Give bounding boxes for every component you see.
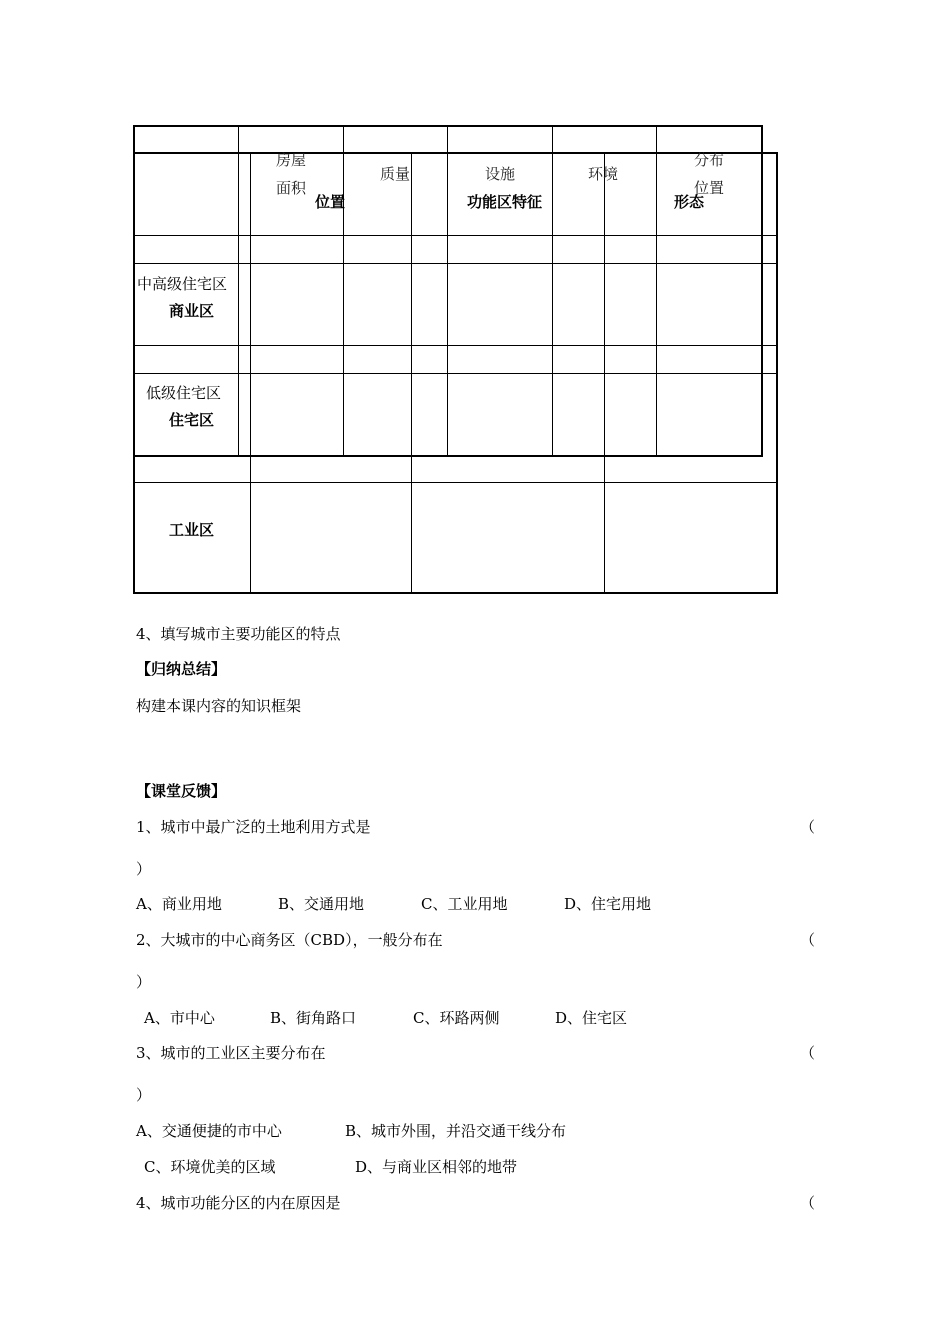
table-rule (604, 154, 605, 592)
table-rule (135, 263, 776, 264)
header-fenbu-weizhi: 位置 (694, 179, 725, 197)
row-label-commercial: 商业区 (169, 302, 215, 320)
row-label-industrial: 工业区 (169, 521, 215, 539)
question-3-option-c: C、环境优美的区域 (144, 1158, 276, 1176)
table-rule (343, 126, 344, 456)
question-4-stem: 4、城市功能分区的内在原因是 (136, 1194, 341, 1212)
question-1-option-b: B、交通用地 (278, 895, 365, 913)
header-huanjing: 环境 (588, 165, 619, 183)
header-mianji: 面积 (276, 179, 307, 197)
question-1-option-a: A、商业用地 (136, 895, 222, 913)
question-2-option-b: B、街角路口 (270, 1009, 357, 1027)
table-rule (411, 154, 412, 592)
header-fangwu: 房屋 (276, 151, 307, 169)
question-2-option-d: D、住宅区 (555, 1009, 628, 1027)
question-3-option-d: D、与商业区相邻的地带 (355, 1158, 518, 1176)
table-rule (447, 126, 448, 456)
question-1-option-c: C、工业用地 (421, 895, 508, 913)
table-rule (135, 235, 776, 236)
header-zhiliang: 质量 (380, 165, 411, 183)
header-weizhi: 位置 (315, 193, 346, 211)
header-sheshi: 设施 (485, 165, 516, 183)
item-4-instruction: 4、填写城市主要功能区的特点 (136, 625, 341, 643)
header-xingtai: 形态 (674, 193, 705, 211)
table-rule (250, 154, 251, 592)
question-2-option-c: C、环路两侧 (413, 1009, 500, 1027)
summary-text: 构建本课内容的知识框架 (136, 697, 302, 715)
feedback-heading: 【课堂反馈】 (136, 782, 227, 800)
table-rule (656, 126, 657, 456)
question-1-close-paren: ） (136, 860, 152, 878)
question-2-stem: 2、大城市的中心商务区（CBD），一般分布在 (136, 931, 443, 949)
row-label-mid-high-residential: 中高级住宅区 (137, 275, 228, 293)
question-3-close-paren: ） (136, 1086, 152, 1104)
question-1-stem: 1、城市中最广泛的土地利用方式是 (136, 818, 371, 836)
table-rule (135, 345, 776, 346)
question-2-close-paren: ） (136, 973, 152, 991)
question-1-open-paren: （ (800, 818, 816, 836)
question-4-open-paren: （ (800, 1194, 816, 1212)
table-rule (552, 126, 553, 456)
table-rule (135, 482, 776, 483)
question-3-option-b: B、城市外围，并沿交通干线分布 (345, 1122, 567, 1140)
table-rule (135, 373, 776, 374)
question-3-open-paren: （ (800, 1044, 816, 1062)
table-rule (238, 126, 239, 456)
summary-heading: 【归纳总结】 (136, 660, 227, 678)
header-gongneng: 功能区特征 (467, 193, 543, 211)
question-3-option-a: A、交通便捷的市中心 (136, 1122, 282, 1140)
question-3-stem: 3、城市的工业区主要分布在 (136, 1044, 326, 1062)
question-1-option-d: D、住宅用地 (564, 895, 652, 913)
row-label-low-residential: 低级住宅区 (146, 384, 222, 402)
question-2-option-a: A、市中心 (144, 1009, 215, 1027)
row-label-residential: 住宅区 (169, 411, 215, 429)
header-fenbu: 分布 (694, 151, 725, 169)
question-2-open-paren: （ (800, 931, 816, 949)
